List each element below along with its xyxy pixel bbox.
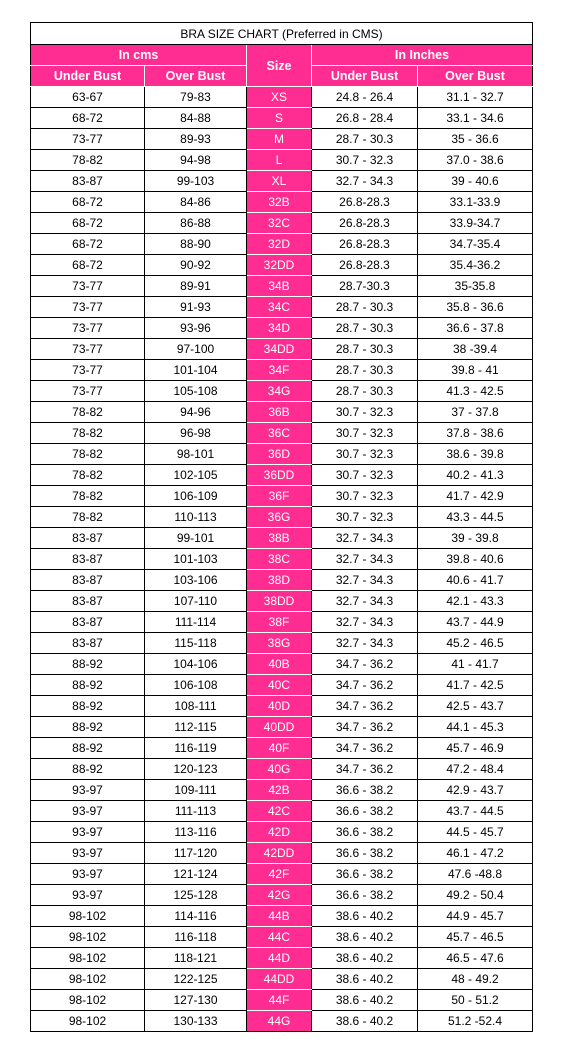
cell-cm-under-bust: 73-77 — [31, 339, 145, 360]
cell-cm-over-bust: 106-109 — [145, 486, 247, 507]
table-row — [31, 318, 533, 339]
cell-in-over-bust: 42.9 - 43.7 — [418, 780, 533, 801]
cell-cm-under-bust: 83-87 — [31, 612, 145, 633]
table-row — [31, 507, 533, 528]
cell-cm-under-bust: 93-97 — [31, 885, 145, 906]
cell-cm-over-bust: 115-118 — [145, 633, 247, 654]
cell-cm-under-bust: 78-82 — [31, 465, 145, 486]
cell-size: 40D — [247, 696, 312, 717]
cell-size: 40F — [247, 738, 312, 759]
cell-cm-under-bust: 83-87 — [31, 591, 145, 612]
cell-cm-under-bust: 98-102 — [31, 906, 145, 927]
cell-cm-under-bust: 93-97 — [31, 843, 145, 864]
cell-cm-over-bust: 101-104 — [145, 360, 247, 381]
cell-cm-over-bust: 120-123 — [145, 759, 247, 780]
cell-in-under-bust: 38.6 - 40.2 — [312, 969, 418, 990]
cell-in-under-bust: 28.7 - 30.3 — [312, 339, 418, 360]
header-in-over-bust: Over Bust — [418, 66, 533, 87]
cell-in-under-bust: 30.7 - 32.3 — [312, 465, 418, 486]
cell-in-under-bust: 34.7 - 36.2 — [312, 738, 418, 759]
cell-in-over-bust: 31.1 - 32.7 — [418, 87, 533, 108]
cell-in-under-bust: 30.7 - 32.3 — [312, 507, 418, 528]
cell-in-over-bust: 33.1-33.9 — [418, 192, 533, 213]
cell-size: 36F — [247, 486, 312, 507]
cell-in-over-bust: 48 - 49.2 — [418, 969, 533, 990]
cell-in-over-bust: 44.5 - 45.7 — [418, 822, 533, 843]
cell-cm-under-bust: 88-92 — [31, 654, 145, 675]
cell-cm-under-bust: 78-82 — [31, 402, 145, 423]
cell-in-over-bust: 33.1 - 34.6 — [418, 108, 533, 129]
table-row — [31, 276, 533, 297]
cell-cm-under-bust: 68-72 — [31, 108, 145, 129]
cell-in-over-bust: 41.7 - 42.9 — [418, 486, 533, 507]
cell-cm-under-bust: 93-97 — [31, 780, 145, 801]
table-row — [31, 402, 533, 423]
table-row — [31, 990, 533, 1011]
table-row — [31, 843, 533, 864]
cell-cm-under-bust: 83-87 — [31, 570, 145, 591]
cell-size: 42D — [247, 822, 312, 843]
cell-in-under-bust: 28.7 - 30.3 — [312, 297, 418, 318]
table-row — [31, 675, 533, 696]
cell-cm-over-bust: 96-98 — [145, 423, 247, 444]
cell-in-over-bust: 38 -39.4 — [418, 339, 533, 360]
cell-cm-over-bust: 116-118 — [145, 927, 247, 948]
cell-in-under-bust: 36.6 - 38.2 — [312, 801, 418, 822]
header-in-inches: In Inches — [312, 45, 533, 66]
cell-in-over-bust: 40.2 - 41.3 — [418, 465, 533, 486]
cell-in-over-bust: 33.9-34.7 — [418, 213, 533, 234]
cell-in-under-bust: 36.6 - 38.2 — [312, 864, 418, 885]
cell-in-over-bust: 43.7 - 44.5 — [418, 801, 533, 822]
table-row — [31, 570, 533, 591]
cell-cm-over-bust: 94-98 — [145, 150, 247, 171]
cell-in-over-bust: 45.2 - 46.5 — [418, 633, 533, 654]
cell-in-over-bust: 39.8 - 40.6 — [418, 549, 533, 570]
table-row — [31, 150, 533, 171]
table-row — [31, 948, 533, 969]
cell-cm-over-bust: 89-93 — [145, 129, 247, 150]
cell-cm-under-bust: 78-82 — [31, 150, 145, 171]
cell-cm-under-bust: 68-72 — [31, 255, 145, 276]
cell-size: M — [247, 129, 312, 150]
cell-in-under-bust: 32.7 - 34.3 — [312, 549, 418, 570]
group-header-row — [31, 45, 533, 66]
cell-size: 36B — [247, 402, 312, 423]
cell-cm-under-bust: 83-87 — [31, 528, 145, 549]
cell-in-under-bust: 36.6 - 38.2 — [312, 822, 418, 843]
cell-cm-under-bust: 63-67 — [31, 87, 145, 108]
cell-size: 40DD — [247, 717, 312, 738]
cell-size: 38G — [247, 633, 312, 654]
cell-cm-under-bust: 88-92 — [31, 738, 145, 759]
cell-in-over-bust: 37.0 - 38.6 — [418, 150, 533, 171]
table-row — [31, 213, 533, 234]
table-row — [31, 612, 533, 633]
cell-cm-under-bust: 98-102 — [31, 948, 145, 969]
cell-cm-over-bust: 86-88 — [145, 213, 247, 234]
cell-size: L — [247, 150, 312, 171]
cell-size: 36C — [247, 423, 312, 444]
cell-size: S — [247, 108, 312, 129]
cell-cm-over-bust: 88-90 — [145, 234, 247, 255]
cell-cm-over-bust: 121-124 — [145, 864, 247, 885]
cell-size: 32B — [247, 192, 312, 213]
cell-cm-over-bust: 105-108 — [145, 381, 247, 402]
cell-cm-over-bust: 107-110 — [145, 591, 247, 612]
cell-in-under-bust: 34.7 - 36.2 — [312, 717, 418, 738]
cell-cm-over-bust: 99-103 — [145, 171, 247, 192]
cell-cm-under-bust: 73-77 — [31, 381, 145, 402]
cell-cm-under-bust: 83-87 — [31, 633, 145, 654]
cell-in-under-bust: 38.6 - 40.2 — [312, 990, 418, 1011]
cell-in-over-bust: 37 - 37.8 — [418, 402, 533, 423]
cell-in-over-bust: 35 - 36.6 — [418, 129, 533, 150]
header-size: Size — [247, 45, 312, 87]
cell-in-under-bust: 26.8-28.3 — [312, 192, 418, 213]
cell-cm-under-bust: 88-92 — [31, 675, 145, 696]
table-row — [31, 528, 533, 549]
cell-cm-over-bust: 106-108 — [145, 675, 247, 696]
cell-size: 40C — [247, 675, 312, 696]
table-row — [31, 549, 533, 570]
table-row — [31, 759, 533, 780]
cell-in-over-bust: 47.6 -48.8 — [418, 864, 533, 885]
cell-size: 38C — [247, 549, 312, 570]
cell-cm-over-bust: 118-121 — [145, 948, 247, 969]
table-row — [31, 423, 533, 444]
cell-size: 38DD — [247, 591, 312, 612]
table-row — [31, 381, 533, 402]
cell-in-over-bust: 45.7 - 46.9 — [418, 738, 533, 759]
cell-cm-over-bust: 127-130 — [145, 990, 247, 1011]
cell-size: 42DD — [247, 843, 312, 864]
cell-cm-under-bust: 98-102 — [31, 927, 145, 948]
table-row — [31, 486, 533, 507]
cell-size: 44DD — [247, 969, 312, 990]
cell-size: 34C — [247, 297, 312, 318]
cell-size: 32C — [247, 213, 312, 234]
cell-cm-over-bust: 108-111 — [145, 696, 247, 717]
cell-cm-under-bust: 73-77 — [31, 360, 145, 381]
cell-size: 34G — [247, 381, 312, 402]
cell-cm-over-bust: 101-103 — [145, 549, 247, 570]
cell-in-under-bust: 38.6 - 40.2 — [312, 906, 418, 927]
cell-size: 40B — [247, 654, 312, 675]
cell-cm-over-bust: 113-116 — [145, 822, 247, 843]
cell-size: XS — [247, 87, 312, 108]
cell-in-under-bust: 34.7 - 36.2 — [312, 759, 418, 780]
cell-in-over-bust: 44.1 - 45.3 — [418, 717, 533, 738]
cell-in-over-bust: 42.1 - 43.3 — [418, 591, 533, 612]
cell-in-under-bust: 38.6 - 40.2 — [312, 1011, 418, 1032]
cell-cm-over-bust: 111-114 — [145, 612, 247, 633]
cell-in-under-bust: 36.6 - 38.2 — [312, 843, 418, 864]
cell-in-under-bust: 36.6 - 38.2 — [312, 780, 418, 801]
cell-in-over-bust: 47.2 - 48.4 — [418, 759, 533, 780]
cell-in-over-bust: 37.8 - 38.6 — [418, 423, 533, 444]
cell-cm-under-bust: 68-72 — [31, 234, 145, 255]
cell-in-under-bust: 32.7 - 34.3 — [312, 633, 418, 654]
cell-cm-under-bust: 73-77 — [31, 297, 145, 318]
table-row — [31, 885, 533, 906]
cell-in-under-bust: 26.8 - 28.4 — [312, 108, 418, 129]
table-row — [31, 906, 533, 927]
cell-size: 36D — [247, 444, 312, 465]
cell-in-under-bust: 38.6 - 40.2 — [312, 927, 418, 948]
cell-cm-under-bust: 78-82 — [31, 507, 145, 528]
cell-in-over-bust: 40.6 - 41.7 — [418, 570, 533, 591]
cell-cm-over-bust: 97-100 — [145, 339, 247, 360]
cell-cm-under-bust: 98-102 — [31, 1011, 145, 1032]
cell-size: 44G — [247, 1011, 312, 1032]
cell-cm-over-bust: 89-91 — [145, 276, 247, 297]
cell-cm-under-bust: 88-92 — [31, 759, 145, 780]
table-row — [31, 234, 533, 255]
cell-in-under-bust: 26.8-28.3 — [312, 234, 418, 255]
table-row — [31, 87, 533, 108]
cell-size: 42C — [247, 801, 312, 822]
table-row — [31, 969, 533, 990]
cell-in-over-bust: 35.8 - 36.6 — [418, 297, 533, 318]
table-row — [31, 297, 533, 318]
cell-in-under-bust: 30.7 - 32.3 — [312, 402, 418, 423]
cell-in-over-bust: 39 - 40.6 — [418, 171, 533, 192]
cell-in-under-bust: 32.7 - 34.3 — [312, 528, 418, 549]
bra-size-chart-table — [30, 22, 533, 1032]
table-row — [31, 780, 533, 801]
table-row — [31, 822, 533, 843]
cell-in-over-bust: 35.4-36.2 — [418, 255, 533, 276]
cell-in-over-bust: 36.6 - 37.8 — [418, 318, 533, 339]
table-row — [31, 717, 533, 738]
cell-in-over-bust: 44.9 - 45.7 — [418, 906, 533, 927]
cell-cm-over-bust: 116-119 — [145, 738, 247, 759]
cell-cm-over-bust: 79-83 — [145, 87, 247, 108]
cell-size: 44F — [247, 990, 312, 1011]
cell-in-over-bust: 39 - 39.8 — [418, 528, 533, 549]
cell-cm-under-bust: 88-92 — [31, 696, 145, 717]
cell-size: 42G — [247, 885, 312, 906]
cell-cm-over-bust: 94-96 — [145, 402, 247, 423]
table-row — [31, 444, 533, 465]
cell-cm-under-bust: 83-87 — [31, 171, 145, 192]
cell-in-under-bust: 32.7 - 34.3 — [312, 591, 418, 612]
table-row — [31, 108, 533, 129]
table-row — [31, 1011, 533, 1032]
cell-in-under-bust: 28.7 - 30.3 — [312, 318, 418, 339]
header-cm-under-bust: Under Bust — [31, 66, 145, 87]
table-row — [31, 591, 533, 612]
table-row — [31, 801, 533, 822]
cell-in-over-bust: 35-35.8 — [418, 276, 533, 297]
cell-in-over-bust: 43.3 - 44.5 — [418, 507, 533, 528]
cell-size: 34DD — [247, 339, 312, 360]
header-cm-over-bust: Over Bust — [145, 66, 247, 87]
cell-size: 40G — [247, 759, 312, 780]
table-row — [31, 339, 533, 360]
cell-cm-over-bust: 102-105 — [145, 465, 247, 486]
cell-cm-under-bust: 73-77 — [31, 129, 145, 150]
cell-size: 44C — [247, 927, 312, 948]
header-in-under-bust: Under Bust — [312, 66, 418, 87]
cell-in-over-bust: 45.7 - 46.5 — [418, 927, 533, 948]
cell-in-under-bust: 34.7 - 36.2 — [312, 675, 418, 696]
cell-size: 36G — [247, 507, 312, 528]
cell-cm-under-bust: 78-82 — [31, 423, 145, 444]
table-row — [31, 864, 533, 885]
cell-cm-under-bust: 98-102 — [31, 969, 145, 990]
cell-in-over-bust: 41.7 - 42.5 — [418, 675, 533, 696]
cell-in-under-bust: 30.7 - 32.3 — [312, 423, 418, 444]
cell-cm-under-bust: 93-97 — [31, 864, 145, 885]
cell-in-under-bust: 28.7-30.3 — [312, 276, 418, 297]
cell-in-under-bust: 30.7 - 32.3 — [312, 444, 418, 465]
cell-cm-over-bust: 84-88 — [145, 108, 247, 129]
cell-cm-over-bust: 84-86 — [145, 192, 247, 213]
cell-cm-under-bust: 88-92 — [31, 717, 145, 738]
table-row — [31, 192, 533, 213]
cell-size: 36DD — [247, 465, 312, 486]
cell-cm-under-bust: 68-72 — [31, 213, 145, 234]
title-row — [31, 23, 533, 45]
cell-cm-over-bust: 110-113 — [145, 507, 247, 528]
table-row — [31, 654, 533, 675]
cell-cm-over-bust: 117-120 — [145, 843, 247, 864]
table-row — [31, 696, 533, 717]
cell-size: 32DD — [247, 255, 312, 276]
cell-in-under-bust: 28.7 - 30.3 — [312, 129, 418, 150]
cell-in-under-bust: 28.7 - 30.3 — [312, 381, 418, 402]
cell-cm-over-bust: 122-125 — [145, 969, 247, 990]
cell-cm-under-bust: 83-87 — [31, 549, 145, 570]
cell-cm-over-bust: 104-106 — [145, 654, 247, 675]
cell-cm-under-bust: 98-102 — [31, 990, 145, 1011]
table-row — [31, 129, 533, 150]
cell-in-under-bust: 30.7 - 32.3 — [312, 150, 418, 171]
cell-size: 38D — [247, 570, 312, 591]
cell-cm-over-bust: 91-93 — [145, 297, 247, 318]
cell-size: XL — [247, 171, 312, 192]
cell-cm-over-bust: 112-115 — [145, 717, 247, 738]
cell-in-over-bust: 46.1 - 47.2 — [418, 843, 533, 864]
cell-cm-over-bust: 98-101 — [145, 444, 247, 465]
cell-in-over-bust: 43.7 - 44.9 — [418, 612, 533, 633]
cell-in-under-bust: 32.7 - 34.3 — [312, 570, 418, 591]
cell-size: 34B — [247, 276, 312, 297]
cell-in-under-bust: 32.7 - 34.3 — [312, 171, 418, 192]
chart-title: BRA SIZE CHART (Preferred in CMS) — [31, 23, 533, 45]
cell-cm-over-bust: 109-111 — [145, 780, 247, 801]
cell-cm-over-bust: 90-92 — [145, 255, 247, 276]
table-row — [31, 738, 533, 759]
table-row — [31, 465, 533, 486]
cell-cm-over-bust: 130-133 — [145, 1011, 247, 1032]
cell-size: 32D — [247, 234, 312, 255]
cell-cm-under-bust: 93-97 — [31, 822, 145, 843]
cell-cm-over-bust: 103-106 — [145, 570, 247, 591]
cell-in-under-bust: 28.7 - 30.3 — [312, 360, 418, 381]
cell-cm-over-bust: 114-116 — [145, 906, 247, 927]
cell-size: 42B — [247, 780, 312, 801]
cell-in-over-bust: 34.7-35.4 — [418, 234, 533, 255]
cell-in-over-bust: 49.2 - 50.4 — [418, 885, 533, 906]
cell-cm-under-bust: 78-82 — [31, 486, 145, 507]
cell-in-over-bust: 41 - 41.7 — [418, 654, 533, 675]
table-row — [31, 255, 533, 276]
cell-in-under-bust: 34.7 - 36.2 — [312, 654, 418, 675]
cell-cm-over-bust: 125-128 — [145, 885, 247, 906]
cell-cm-under-bust: 73-77 — [31, 318, 145, 339]
cell-size: 42F — [247, 864, 312, 885]
cell-cm-over-bust: 93-96 — [145, 318, 247, 339]
cell-in-under-bust: 34.7 - 36.2 — [312, 696, 418, 717]
cell-in-over-bust: 41.3 - 42.5 — [418, 381, 533, 402]
table-row — [31, 171, 533, 192]
cell-in-under-bust: 38.6 - 40.2 — [312, 948, 418, 969]
cell-size: 34D — [247, 318, 312, 339]
size-rows — [31, 87, 533, 1032]
cell-size: 34F — [247, 360, 312, 381]
cell-size: 44D — [247, 948, 312, 969]
cell-size: 38F — [247, 612, 312, 633]
cell-size: 44B — [247, 906, 312, 927]
cell-cm-over-bust: 111-113 — [145, 801, 247, 822]
cell-in-under-bust: 36.6 - 38.2 — [312, 885, 418, 906]
cell-in-under-bust: 24.8 - 26.4 — [312, 87, 418, 108]
cell-cm-under-bust: 78-82 — [31, 444, 145, 465]
cell-size: 38B — [247, 528, 312, 549]
cell-cm-under-bust: 73-77 — [31, 276, 145, 297]
cell-in-over-bust: 51.2 -52.4 — [418, 1011, 533, 1032]
cell-in-over-bust: 38.6 - 39.8 — [418, 444, 533, 465]
cell-in-over-bust: 50 - 51.2 — [418, 990, 533, 1011]
table-row — [31, 927, 533, 948]
cell-in-over-bust: 42.5 - 43.7 — [418, 696, 533, 717]
cell-in-over-bust: 46.5 - 47.6 — [418, 948, 533, 969]
header-in-cms: In cms — [31, 45, 247, 66]
cell-cm-under-bust: 93-97 — [31, 801, 145, 822]
table-row — [31, 633, 533, 654]
cell-in-over-bust: 39.8 - 41 — [418, 360, 533, 381]
cell-cm-under-bust: 68-72 — [31, 192, 145, 213]
cell-in-under-bust: 32.7 - 34.3 — [312, 612, 418, 633]
cell-cm-over-bust: 99-101 — [145, 528, 247, 549]
cell-in-under-bust: 26.8-28.3 — [312, 213, 418, 234]
cell-in-under-bust: 30.7 - 32.3 — [312, 486, 418, 507]
cell-in-under-bust: 26.8-28.3 — [312, 255, 418, 276]
table-row — [31, 360, 533, 381]
